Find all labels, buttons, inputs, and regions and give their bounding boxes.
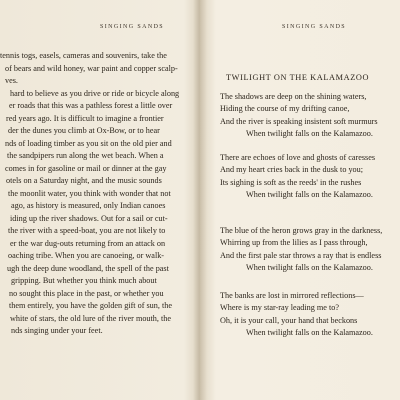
prose-line: oaching tribe. When you are canoeing, or walk- [8,251,165,260]
poem-line: Where is my star-ray leading me to? [220,303,339,313]
prose-line: ves. [5,76,18,85]
prose-line: no sought this place in the past, or whether you [9,288,164,298]
left-page [0,0,196,400]
poem-line: And the first pale star throws a ray that is endless [220,250,382,260]
poem-stanza [220,152,375,202]
poem-stanza [220,290,373,340]
poem-line: The shadows are deep on the shining waters, [220,92,367,101]
poem-refrain: When twilight falls on the Kalamazoo. [246,129,373,139]
prose-text [0,50,196,338]
prose-line: hard to believe as you drive or ride or bicycle along [10,88,180,98]
poem-line: And my heart cries back in the dusk to you; [220,165,364,175]
prose-line: the moonlit water, you think with wonder that not [8,188,171,198]
prose-line: white of stars, the old lure of the river mouth, the [10,313,171,323]
poem-line: The blue of the heron grows gray in the darkness, [220,226,383,235]
poem-line: And the river is speaking insistent soft murmurs [220,116,378,126]
prose-line: er roads that this was a pathless forest a little over [9,101,173,110]
prose-line: red years ago. It is difficult to imagine a frontier [6,113,164,123]
prose-line: the river with a speed-boat, you are not likely to [8,226,166,235]
prose-line: der the dunes you climb at Ox-Bow, or to hear [8,126,160,135]
prose-line: comes in for gasoline or mail or dinner at the gay [5,163,167,173]
poem-stanza [220,225,382,275]
poem-line: Its sighing is soft as the reeds' in the rushes [220,177,362,187]
poem-line: Whirring up from the lilies as I pass through, [220,238,368,248]
poem-refrain: When twilight falls on the Kalamazoo. [246,263,373,273]
prose-line: gripping. But whether you think much about [11,276,157,285]
poem-line: The banks are lost in mirrored reflections— [220,291,364,300]
right-running-head: SINGING SANDS [282,24,347,30]
prose-line: nds singing under your feet. [11,326,103,335]
prose-line: otels on a Saturday night, and the music sounds [6,176,162,185]
poem-line: Oh, it is your call, your hand that beckons [220,315,358,325]
right-page [204,0,400,400]
prose-line: tennis togs, easels, cameras and souvenirs, take the [0,51,167,60]
prose-line: ugh the deep dune woodland, the spell of the past [7,263,169,273]
left-running-head: SINGING SANDS [100,24,165,30]
prose-line: the sandpipers run along the wet beach. When a [7,151,164,160]
poem-refrain: When twilight falls on the Kalamazoo. [246,328,373,338]
prose-line: er the war dug-outs returning from an attack on [10,238,166,248]
prose-line: of bears and wild honey, war paint and copper scalp- [5,63,178,73]
poem-refrain: When twilight falls on the Kalamazoo. [246,190,373,200]
poem-line: Hiding the course of my drifting canoe, [220,104,350,114]
prose-line: them entirely, you have the golden gift of sun, the [9,301,172,310]
prose-line: iding up the river shadows. Out for a sail or cut- [10,213,168,223]
poem-stanza [220,91,378,141]
prose-line: ago, as history is measured, only Indian canoes [11,201,166,210]
poem-line: There are echoes of love and ghosts of caresses [220,153,376,162]
poem-title: TWILIGHT ON THE KALAMAZOO [226,73,370,82]
prose-line: nds of loading timber as you sit on the old pier and [5,138,172,148]
